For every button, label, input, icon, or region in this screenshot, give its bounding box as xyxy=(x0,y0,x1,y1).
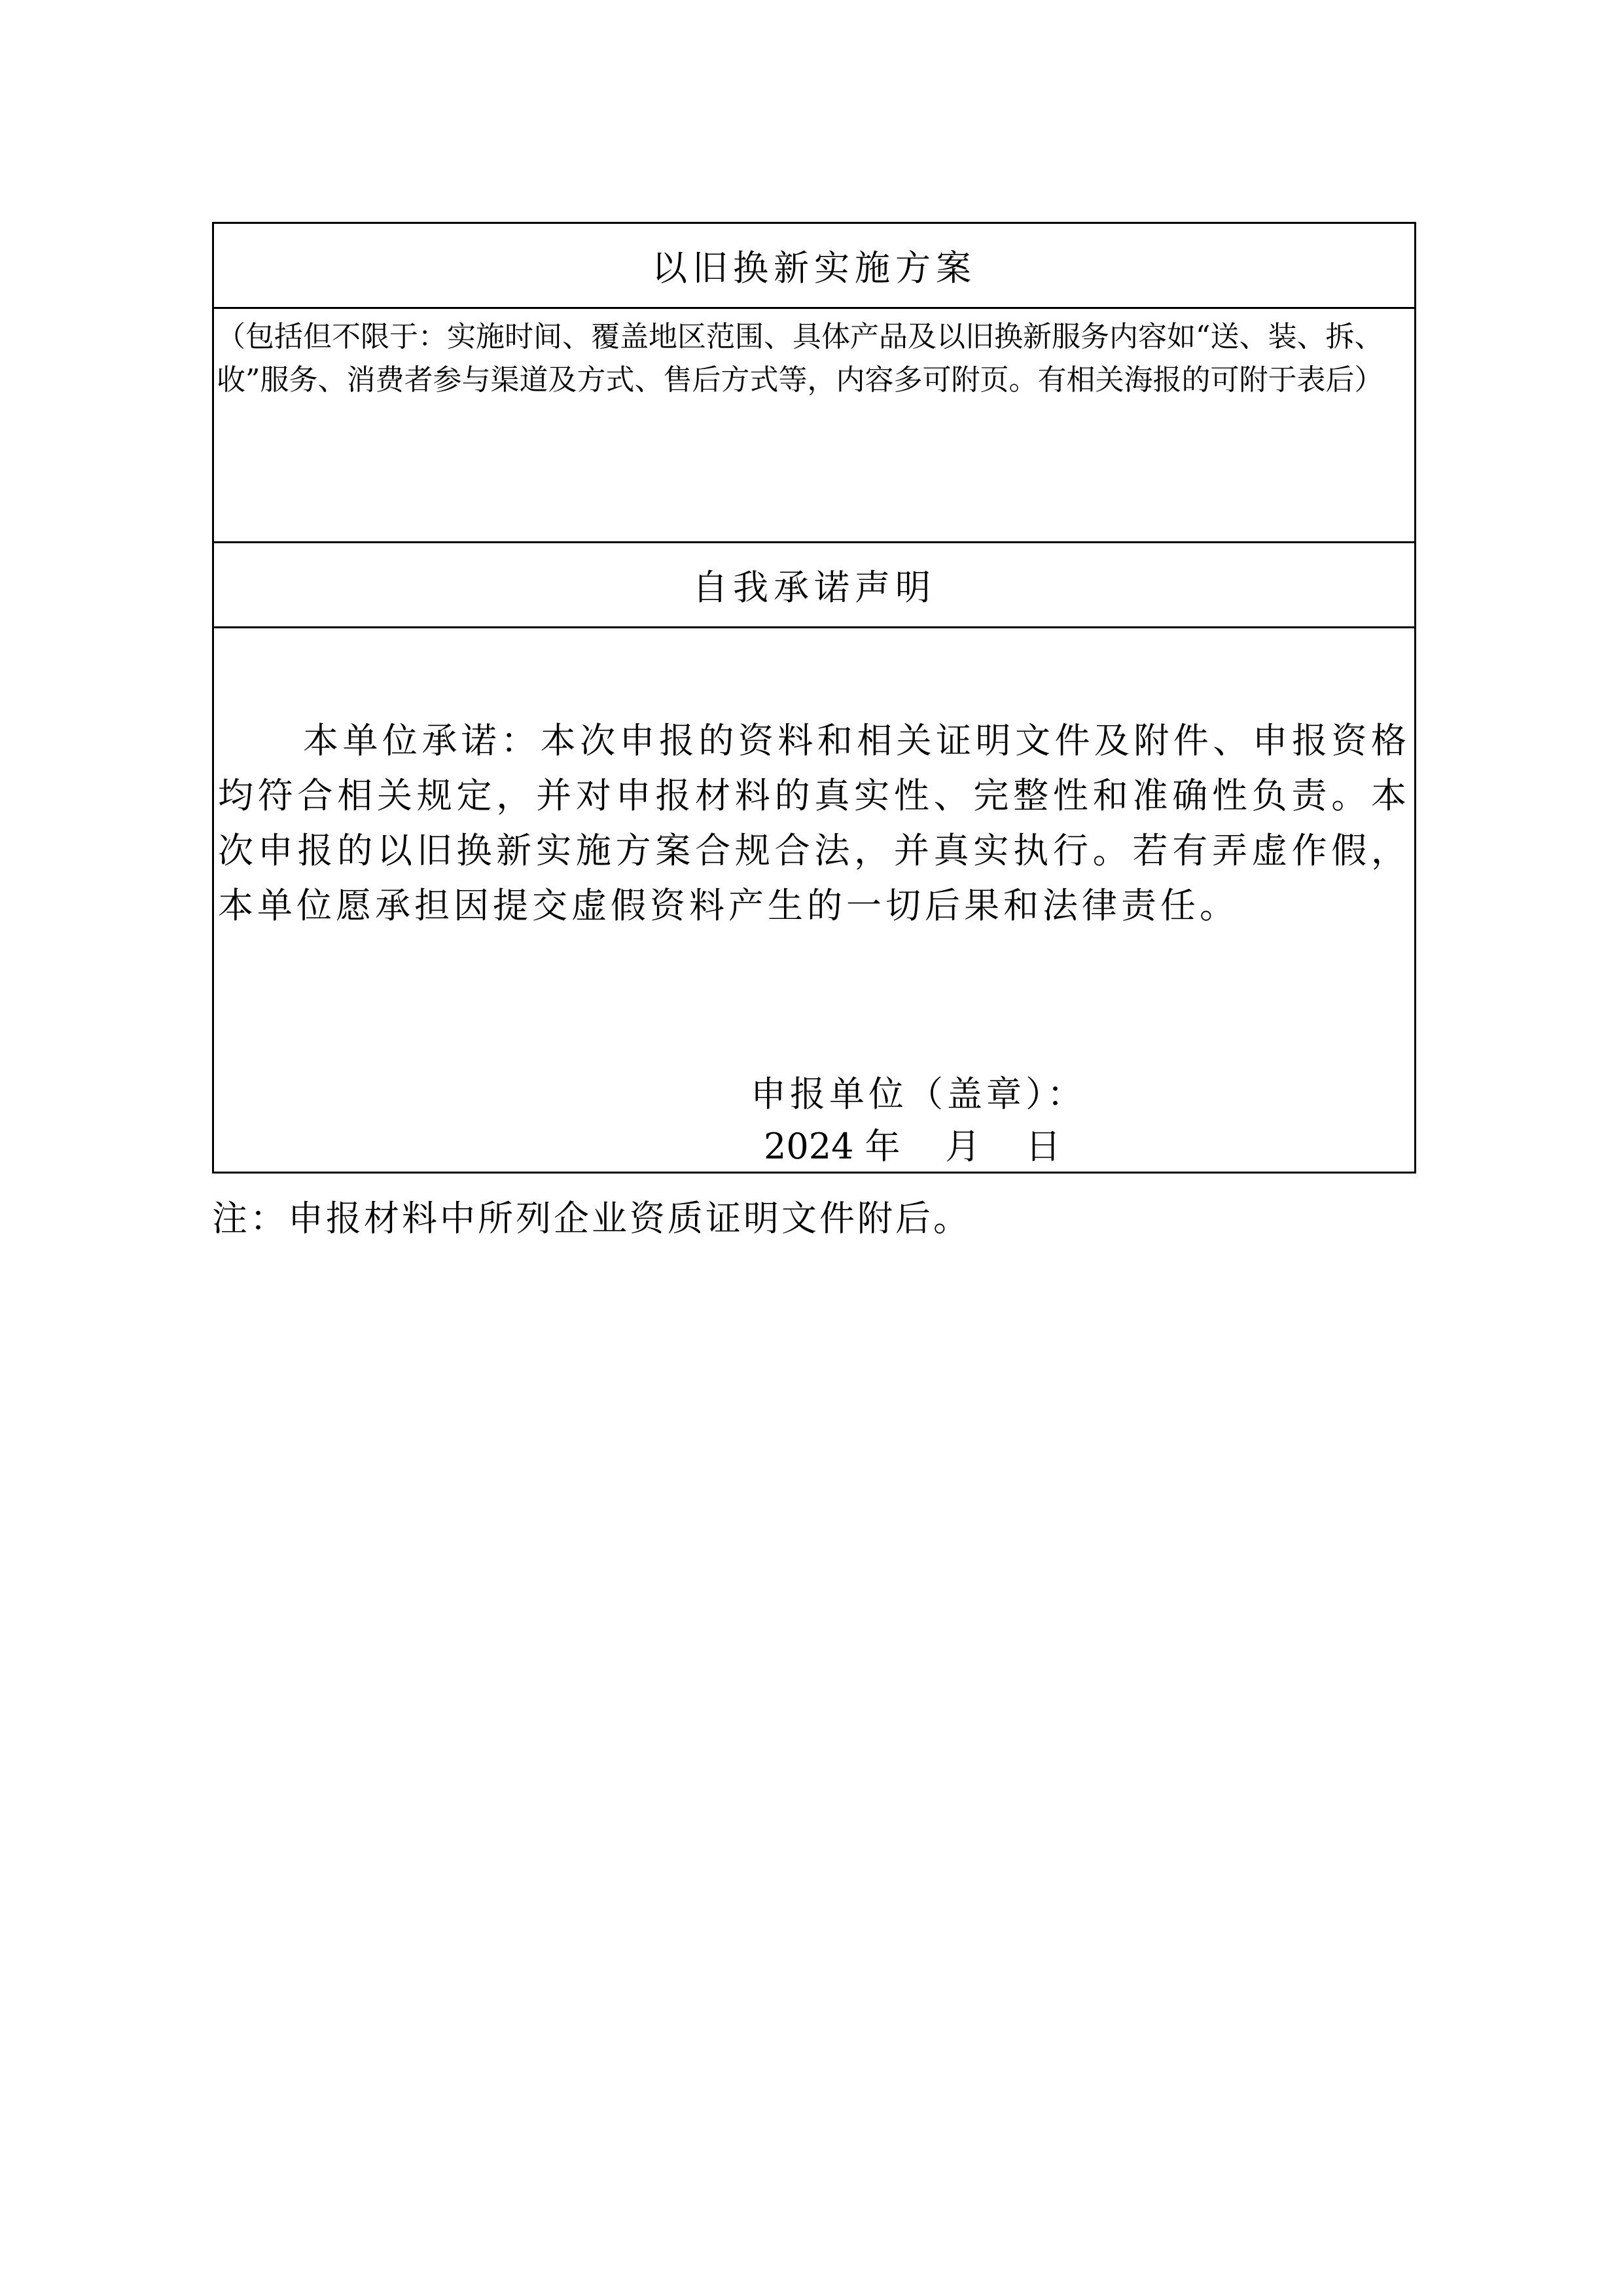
signature-date: 2024 年 月 日 xyxy=(764,1126,1061,1167)
footnote: 注：申报材料中所列企业资质证明文件附后。 xyxy=(212,1198,971,1239)
self-commitment-title: 自我承诺声明 xyxy=(692,567,936,608)
implementation-plan-content-row xyxy=(214,309,1414,543)
self-commitment-title-row xyxy=(214,543,1414,628)
self-commitment-text: 本单位承诺：本次申报的资料和相关证明文件及附件、申报资格均符合相关规定，并对申报材料的真实性、完整性和准确性负责。本次申报的以旧换新实施方案合规合法，并真实执行。若有弄虚作假，本单位愿承担因提交虚假资料产生的一切后果和法律责任。 xyxy=(218,720,1410,926)
self-commitment-content-row xyxy=(214,628,1414,1172)
implementation-plan-title: 以旧换新实施方案 xyxy=(652,247,976,289)
application-form-table xyxy=(212,222,1416,1174)
implementation-plan-title-row xyxy=(214,224,1414,309)
applicant-signature-label: 申报单位（盖章）： xyxy=(751,1073,1086,1115)
implementation-plan-note: （包括但不限于：实施时间、覆盖地区范围、具体产品及以旧换新服务内容如“送、装、拆、收”服务、消费者参与渠道及方式、售后方式等，内容多可附页。有相关海报的可附于表后） xyxy=(217,320,1383,397)
